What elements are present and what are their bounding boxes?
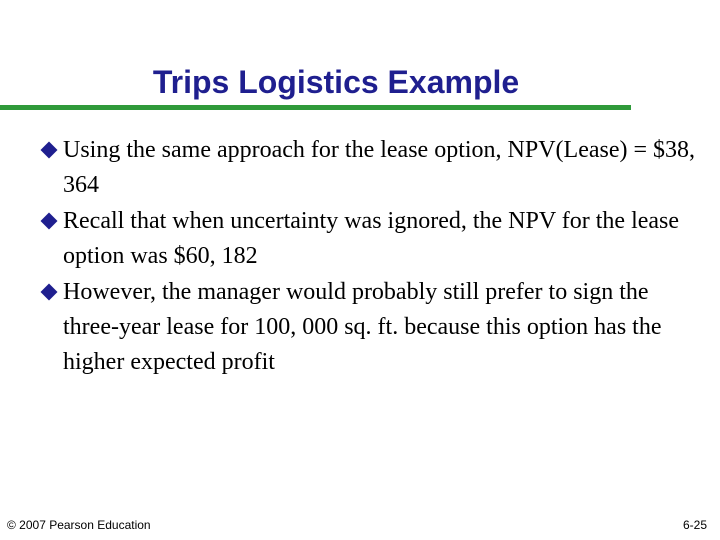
footer-copyright: © 2007 Pearson Education [7,518,151,532]
bullet-item [42,204,702,274]
bullet-text: However, the manager would probably still prefer to sign the three-year lease for 100, 000 sq. ft. because this option has the higher expected profit [63,279,662,375]
slide-title: Trips Logistics Example [152,64,520,100]
slide-page-number: 6-25 [682,518,707,532]
diamond-bullet-icon [41,284,58,301]
bullet-text: Using the same approach for the lease option, NPV(Lease) = $38, 364 [63,137,696,198]
bullet-list [42,133,702,381]
diamond-bullet-icon [41,142,58,159]
bullet-item [42,275,702,380]
bullet-item [42,133,702,203]
diamond-bullet-icon [41,213,58,230]
bullet-text: Recall that when uncertainty was ignored, the NPV for the lease option was $60, 182 [63,208,680,269]
title-underline-rule [0,105,631,110]
